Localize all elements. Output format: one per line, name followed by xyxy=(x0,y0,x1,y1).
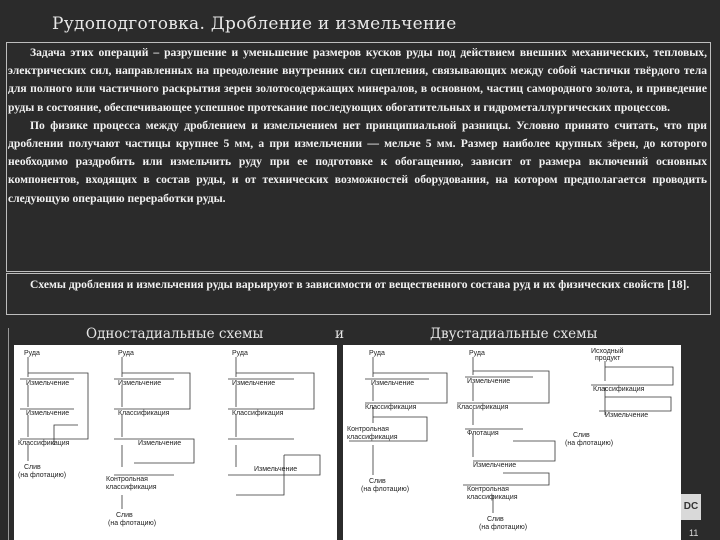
page-number: 11 xyxy=(689,528,699,538)
d2-klass-c: Классификация xyxy=(593,386,645,393)
paragraph-2-text: По физике процесса между дроблением и измельчением нет принципиальной разницы. Условно принято считать, что при дроблении получают частицы крупнее 5 мм, а при измельчении — мельче 5 мм. Размер наиболее крупных зёрен, до которого необходимо раздробить или измельчить руду при ее подготовке к обогащению, зависит от размера включений основных компонентов, входящих в состав руды, и от технических возможностей оборудования, на котором предполагается проводить следующую операцию переработки руды. xyxy=(8,118,707,205)
d1-sliv-a: Слив xyxy=(24,464,41,471)
d2-izm-b: Измельчение xyxy=(467,378,511,385)
d2-kontr-a: Контрольная xyxy=(347,426,389,433)
d2-sliv-b-note: (на флотацию) xyxy=(479,524,528,531)
d1-izm-a2: Измельчение xyxy=(26,410,70,417)
d2-ish-c: Исходный xyxy=(591,348,624,355)
paragraph-1-text: Задача этих операций – разрушение и уменьшение размеров кусков руды под действием внешних механических, тепловых, электрических сил, направленных на преодоление внутренних сил сцепления, связывающих между собой частички твёрдого тела для полного или частичного раскрытия зерен золотосодержащих минералов, в основном, частиц самородного золота, и приведение руды в состояние, обеспечивающее успешное протекание последующих обогатительных и гидрометаллургических процессов. xyxy=(8,46,707,114)
d2-izm-b2: Измельчение xyxy=(473,462,517,469)
d2-kontr-b: Контрольная xyxy=(467,486,509,493)
d1-izm-c: Измельчение xyxy=(232,380,276,387)
d2-flot-b: Флотация xyxy=(467,430,499,437)
d2-ruda-b: Руда xyxy=(469,350,485,357)
d2-sliv-a-note: (на флотацию) xyxy=(361,486,410,493)
d1-ruda-a: Руда xyxy=(24,350,40,357)
single-stage-diagram xyxy=(14,345,337,540)
d1-izm-c2: Измельчение xyxy=(254,466,298,473)
d2-ish-c2: продукт xyxy=(595,355,621,362)
d1-sliv-a-note: (на флотацию) xyxy=(18,472,67,479)
d1-klass-b: Классификация xyxy=(118,410,170,417)
d1-ruda-c: Руда xyxy=(232,350,248,357)
d2-klass-b: Классификация xyxy=(457,404,509,411)
d1-kontr-b: Контрольная xyxy=(106,476,148,483)
d1-izm-b2: Измельчение xyxy=(138,440,182,447)
d2-klass-a: Классификация xyxy=(365,404,417,411)
d1-sliv-b: Слив xyxy=(116,512,133,519)
d1-ruda-b: Руда xyxy=(118,350,134,357)
slide-title: Рудоподготовка. Дробление и измельчение xyxy=(52,14,457,34)
paragraph-3: Схемы дробления и измельчения руды варьируют в зависимости от вещественного состава руд и их физических свойств [18]. xyxy=(30,278,690,291)
d2-izm-c: Измельчение xyxy=(605,412,649,419)
d1-sliv-b-note: (на флотацию) xyxy=(108,520,157,527)
label-and: и xyxy=(335,326,344,342)
paragraph-1 xyxy=(8,44,707,208)
d1-kontr-b2: классификация xyxy=(106,484,157,491)
d2-kontr-b2: классификация xyxy=(467,494,518,501)
d1-izm-a: Измельчение xyxy=(26,380,70,387)
d1-izm-b: Измельчение xyxy=(118,380,162,387)
label-double-stage: Двустадиальные схемы xyxy=(430,326,598,342)
d2-izm-a: Измельчение xyxy=(371,380,415,387)
d1-klass-c: Классификация xyxy=(232,410,284,417)
double-stage-diagram xyxy=(343,345,681,540)
d2-ruda-a: Руда xyxy=(369,350,385,357)
label-single-stage: Одностадиальные схемы xyxy=(86,326,264,342)
logo: DC xyxy=(681,494,701,520)
d2-sliv-c-note: (на флотацию) xyxy=(565,440,614,447)
d2-sliv-b: Слив xyxy=(487,516,504,523)
d1-klass-a: Классификация xyxy=(18,440,70,447)
d2-sliv-a: Слив xyxy=(369,478,386,485)
d2-kontr-a2: классификация xyxy=(347,434,398,441)
d2-sliv-c: Слив xyxy=(573,432,590,439)
